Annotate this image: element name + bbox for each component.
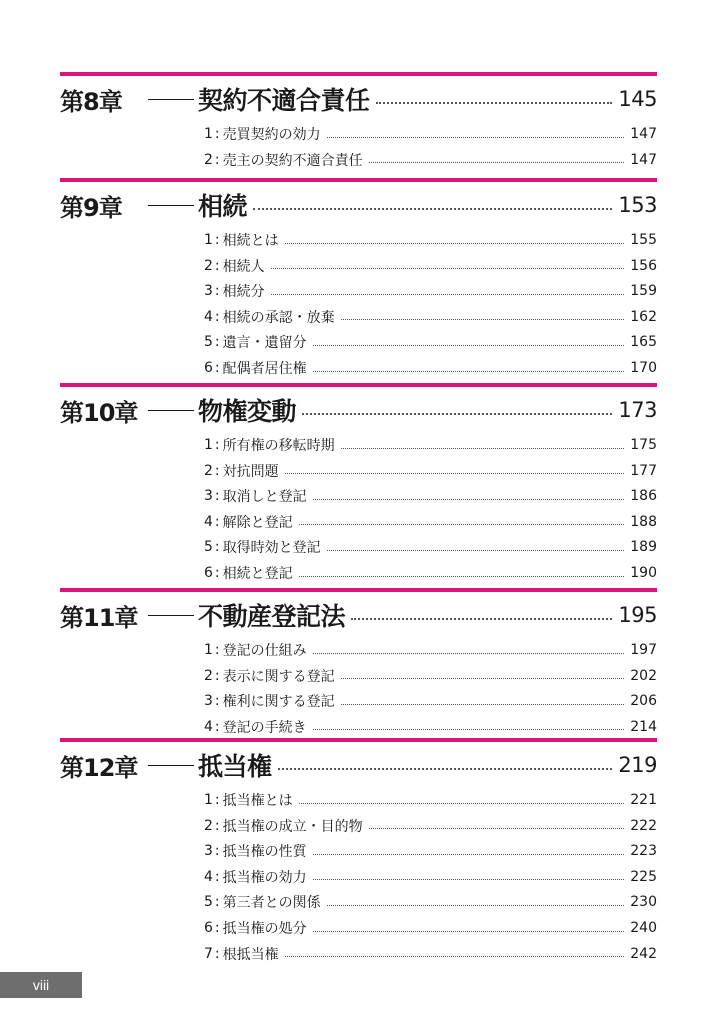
section-number: 2	[204, 817, 213, 834]
chapter-dash	[148, 205, 194, 206]
section-number: 1	[204, 126, 213, 142]
chapter-dash	[148, 99, 194, 100]
section-page-number: 155	[630, 232, 657, 248]
section-leader-dots	[271, 268, 625, 269]
section-leader-dots	[313, 499, 625, 500]
section-title: 抵当権の効力	[222, 869, 307, 886]
section-row	[204, 509, 657, 535]
section-row	[204, 458, 657, 484]
chapter-dash	[148, 765, 194, 766]
section-row	[204, 253, 657, 279]
section-number: 3	[204, 488, 213, 505]
chapter-leader-dots	[253, 208, 612, 210]
section-title: 所有権の移転時期	[222, 438, 335, 454]
section-leader-dots	[313, 729, 625, 730]
chapter-label: 第10章	[60, 398, 138, 427]
section-title: 第三者との関係	[222, 895, 321, 912]
section-row	[204, 663, 657, 689]
section-title: 相続分	[222, 284, 265, 301]
section-row	[204, 838, 657, 864]
section-number: 6	[204, 360, 213, 376]
section-page-number: 188	[630, 513, 657, 530]
section-row	[204, 941, 657, 967]
section-leader-dots	[299, 576, 625, 577]
section-separator: :	[214, 308, 220, 325]
section-number: 3	[204, 693, 213, 710]
section-leader-dots	[313, 371, 625, 372]
section-page-number: 223	[630, 843, 657, 860]
section-separator: :	[214, 360, 220, 376]
section-separator: :	[214, 843, 220, 860]
section-title: 解除と登記	[222, 514, 293, 531]
section-separator: :	[214, 257, 220, 274]
chapter-label: 第9章	[60, 193, 122, 222]
section-separator: :	[214, 565, 220, 581]
section-title: 権利に関する登記	[222, 694, 335, 711]
section-page-number: 240	[630, 920, 657, 936]
section-page-number: 190	[630, 565, 657, 581]
section-number: 2	[204, 667, 213, 684]
section-row	[204, 813, 657, 839]
chapter-rule	[60, 178, 657, 182]
chapter-page-number: 153	[618, 193, 657, 217]
section-leader-dots	[271, 294, 625, 295]
section-page-number: 222	[630, 817, 657, 834]
section-leader-dots	[313, 879, 625, 880]
section-leader-dots	[313, 931, 625, 932]
section-separator: :	[214, 817, 220, 834]
section-row	[204, 534, 657, 560]
section-page-number: 202	[630, 667, 657, 684]
page-number: viii	[32, 977, 50, 993]
chapter-rule	[60, 588, 657, 592]
section-number: 7	[204, 945, 213, 962]
section-separator: :	[214, 945, 220, 962]
chapter-leader-dots	[278, 768, 613, 770]
section-number: 5	[204, 334, 213, 351]
chapter-label: 第12章	[60, 753, 138, 782]
chapter-title: 不動産登記法	[198, 602, 346, 631]
section-number: 5	[204, 539, 213, 556]
chapter-leader-dots	[351, 618, 612, 620]
section-title: 表示に関する登記	[222, 668, 335, 685]
section-leader-dots	[341, 704, 625, 705]
section-leader-dots	[313, 653, 625, 654]
section-row	[204, 432, 657, 458]
section-leader-dots	[327, 550, 625, 551]
section-page-number: 175	[630, 437, 657, 453]
section-number: 4	[204, 868, 213, 885]
section-separator: :	[214, 667, 220, 684]
section-title: 抵当権とは	[222, 793, 293, 809]
section-leader-dots	[313, 345, 625, 346]
section-leader-dots	[327, 905, 625, 906]
section-row	[204, 329, 657, 355]
section-number: 3	[204, 843, 213, 860]
section-separator: :	[214, 437, 220, 453]
section-title: 根抵当権	[222, 946, 279, 963]
section-separator: :	[214, 868, 220, 885]
section-title: 抵当権の成立・目的物	[222, 818, 363, 835]
section-number: 2	[204, 151, 213, 168]
section-leader-dots	[341, 319, 625, 320]
section-title: 相続とは	[222, 233, 279, 249]
section-page-number: 162	[630, 308, 657, 325]
section-row	[204, 560, 657, 586]
section-title: 配偶者居住権	[222, 361, 307, 377]
chapter-leader-dots	[302, 413, 612, 415]
section-separator: :	[214, 718, 220, 735]
section-page-number: 206	[630, 693, 657, 710]
section-title: 相続の承認・放棄	[222, 309, 335, 326]
section-separator: :	[214, 792, 220, 808]
section-leader-dots	[313, 854, 625, 855]
section-title: 抵当権の性質	[222, 844, 307, 861]
section-separator: :	[214, 539, 220, 556]
section-separator: :	[214, 488, 220, 505]
chapter-page-number: 173	[618, 398, 657, 422]
section-page-number: 221	[630, 792, 657, 808]
section-row	[204, 915, 657, 941]
section-separator: :	[214, 151, 220, 168]
section-page-number: 189	[630, 539, 657, 556]
chapter-page-number: 219	[618, 753, 657, 777]
section-number: 1	[204, 437, 213, 453]
chapter-rule	[60, 72, 657, 76]
chapter-title: 抵当権	[198, 752, 272, 781]
chapter-label: 第8章	[60, 87, 122, 116]
section-separator: :	[214, 232, 220, 248]
section-number: 6	[204, 565, 213, 581]
section-row	[204, 121, 657, 147]
section-row	[204, 278, 657, 304]
section-leader-dots	[285, 473, 625, 474]
section-page-number: 165	[630, 334, 657, 351]
section-title: 売買契約の効力	[222, 127, 321, 143]
section-title: 取消しと登記	[222, 489, 307, 506]
section-title: 相続人	[222, 258, 265, 275]
section-number: 4	[204, 513, 213, 530]
section-separator: :	[214, 513, 220, 530]
section-separator: :	[214, 894, 220, 911]
section-number: 2	[204, 462, 213, 479]
section-leader-dots	[299, 524, 625, 525]
chapter-rule	[60, 738, 657, 742]
section-row	[204, 355, 657, 381]
chapter-dash	[148, 615, 194, 616]
section-leader-dots	[327, 137, 625, 138]
section-leader-dots	[285, 956, 625, 957]
chapter-leader-dots	[376, 102, 613, 104]
section-page-number: 230	[630, 894, 657, 911]
chapter-dash	[148, 410, 194, 411]
section-row	[204, 714, 657, 740]
chapter-rule	[60, 383, 657, 387]
section-title: 登記の手続き	[222, 719, 307, 736]
section-page-number: 147	[630, 151, 657, 168]
section-page-number: 225	[630, 868, 657, 885]
section-page-number: 170	[630, 360, 657, 376]
section-separator: :	[214, 126, 220, 142]
chapter-heading	[60, 82, 657, 116]
section-row	[204, 688, 657, 714]
section-row	[204, 304, 657, 330]
chapter-heading	[60, 393, 657, 427]
section-separator: :	[214, 642, 220, 658]
section-page-number: 242	[630, 945, 657, 962]
chapter-label: 第11章	[60, 603, 138, 632]
chapter-title: 契約不適合責任	[198, 86, 370, 115]
chapter-heading	[60, 598, 657, 632]
section-title: 抵当権の処分	[222, 921, 307, 937]
section-leader-dots	[369, 162, 625, 163]
section-row	[204, 483, 657, 509]
section-number: 1	[204, 792, 213, 808]
section-page-number: 159	[630, 283, 657, 300]
section-separator: :	[214, 334, 220, 351]
section-separator: :	[214, 283, 220, 300]
section-title: 登記の仕組み	[222, 643, 307, 659]
section-number: 5	[204, 894, 213, 911]
section-page-number: 156	[630, 257, 657, 274]
section-number: 6	[204, 920, 213, 936]
section-page-number: 186	[630, 488, 657, 505]
section-separator: :	[214, 693, 220, 710]
section-row	[204, 889, 657, 915]
section-separator: :	[214, 462, 220, 479]
section-leader-dots	[341, 678, 625, 679]
section-row	[204, 787, 657, 813]
section-leader-dots	[299, 803, 625, 804]
section-row	[204, 864, 657, 890]
section-row	[204, 227, 657, 253]
section-page-number: 214	[630, 718, 657, 735]
section-leader-dots	[369, 828, 625, 829]
chapter-heading	[60, 748, 657, 782]
chapter-page-number: 145	[618, 87, 657, 111]
section-row	[204, 147, 657, 173]
section-number: 2	[204, 257, 213, 274]
section-leader-dots	[341, 448, 625, 449]
section-number: 1	[204, 642, 213, 658]
section-title: 売主の契約不適合責任	[222, 152, 363, 169]
chapter-page-number: 195	[618, 603, 657, 627]
section-number: 4	[204, 308, 213, 325]
section-page-number: 197	[630, 642, 657, 658]
section-separator: :	[214, 920, 220, 936]
chapter-title: 相続	[198, 192, 248, 221]
section-title: 取得時効と登記	[222, 540, 321, 557]
section-leader-dots	[285, 243, 625, 244]
section-title: 対抗問題	[222, 463, 279, 480]
chapter-title: 物権変動	[198, 397, 297, 426]
section-number: 1	[204, 232, 213, 248]
chapter-heading	[60, 188, 657, 222]
section-page-number: 177	[630, 462, 657, 479]
section-number: 4	[204, 718, 213, 735]
page-number-tab	[0, 972, 82, 998]
section-title: 遺言・遺留分	[222, 335, 307, 352]
section-page-number: 147	[630, 126, 657, 142]
section-title: 相続と登記	[222, 566, 293, 582]
section-row	[204, 637, 657, 663]
section-number: 3	[204, 283, 213, 300]
